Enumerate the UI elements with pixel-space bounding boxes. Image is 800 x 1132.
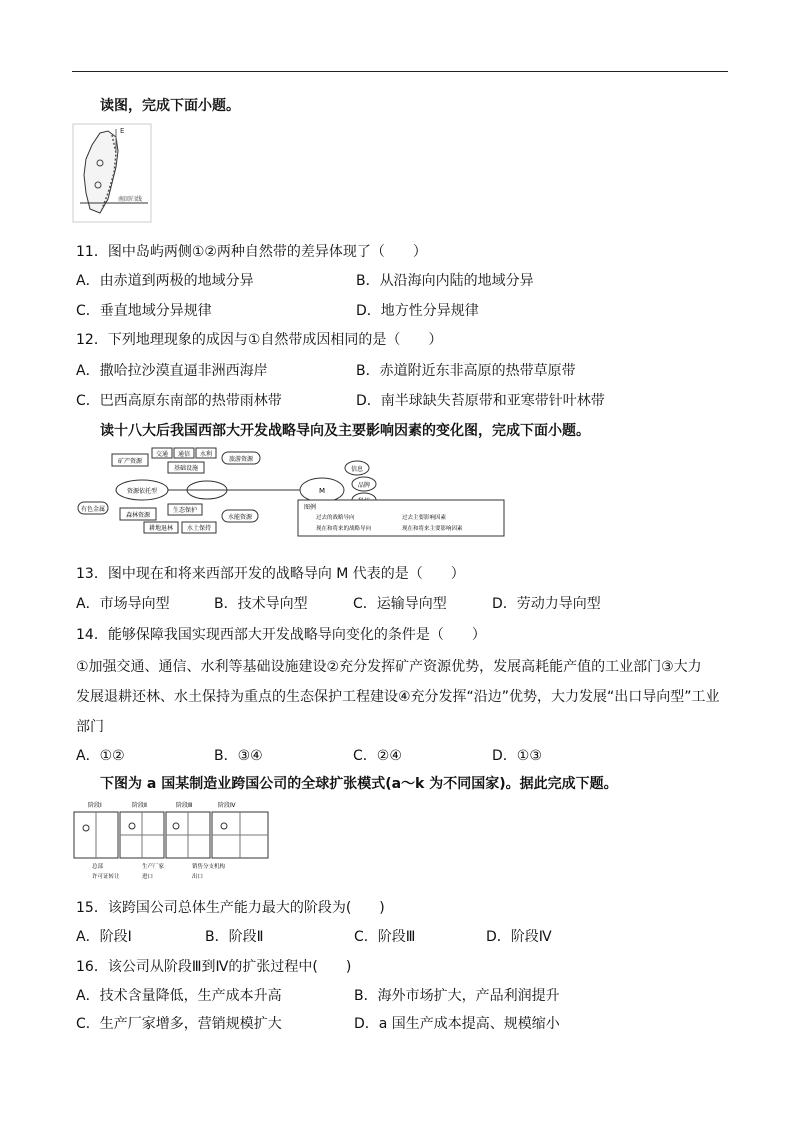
q15-option-a[interactable]: A．阶段Ⅰ <box>76 929 132 945</box>
q12-stem: 12．下列地理现象的成因与①自然带成因相同的是（ ） <box>76 332 443 348</box>
q16-stem: 16．该公司从阶段Ⅲ到Ⅳ的扩张过程中( ) <box>76 959 352 975</box>
svg-text:过去主要影响因素: 过去主要影响因素 <box>402 515 447 521</box>
svg-text:M: M <box>318 487 326 495</box>
svg-text:总部: 总部 <box>92 864 104 870</box>
svg-text:阶段Ⅰ: 阶段Ⅰ <box>88 802 102 809</box>
q15-stem: 15．该跨国公司总体生产能力最大的阶段为( ) <box>76 900 385 916</box>
svg-text:销售分支机构: 销售分支机构 <box>192 864 226 870</box>
q16-option-c[interactable]: C．生产厂家增多，营销规模扩大 <box>76 1016 282 1032</box>
section-intro-1: 读图，完成下面小题。 <box>100 98 240 114</box>
svg-text:生产厂家: 生产厂家 <box>142 864 165 870</box>
q13-options-row <box>76 594 726 614</box>
q14-option-d[interactable]: D．①③ <box>492 748 542 764</box>
q16-options-row-2 <box>76 1014 726 1034</box>
header-rule <box>72 71 728 72</box>
svg-text:阶段Ⅳ: 阶段Ⅳ <box>218 802 236 809</box>
q16-option-a[interactable]: A．技术含量降低，生产成本升高 <box>76 988 282 1004</box>
q14-option-c[interactable]: C．②④ <box>353 748 402 764</box>
q14-statement-line-2: 发展退耕还林、水土保持为重点的生态保护工程建设④充分发挥“沿边”优势，大力发展“出口导向型”工业 <box>76 689 720 705</box>
q14-statement-line-3: 部门 <box>76 719 104 735</box>
q15-option-b[interactable]: B．阶段Ⅱ <box>205 929 264 945</box>
island-map-figure <box>72 123 152 223</box>
tropic-label: 南回归线 <box>118 196 143 203</box>
svg-text:森林资源: 森林资源 <box>125 512 151 519</box>
q11-option-a[interactable]: A．由赤道到两极的地域分异 <box>76 273 254 289</box>
expansion-model-figure <box>72 798 272 884</box>
svg-text:耕地退林: 耕地退林 <box>148 525 174 532</box>
western-development-figure <box>72 446 512 542</box>
svg-text:生态保护: 生态保护 <box>172 507 198 514</box>
q12-option-a[interactable]: A．撒哈拉沙漠直逼非洲西海岸 <box>76 363 268 379</box>
q13-option-d[interactable]: D．劳动力导向型 <box>492 596 601 612</box>
q14-stem: 14．能够保障我国实现西部大开发战略导向变化的条件是（ ） <box>76 627 486 643</box>
svg-text:进口: 进口 <box>142 874 154 880</box>
svg-text:水能资源: 水能资源 <box>227 514 253 521</box>
q13-stem: 13．图中现在和将来西部开发的战略导向 M 代表的是（ ） <box>76 566 465 582</box>
q14-statement-line-1: ①加强交通、通信、水利等基础设施建设②充分发挥矿产资源优势，发展高耗能产值的工业部门③大力 <box>76 659 702 675</box>
q15-options-row <box>76 927 726 947</box>
q11-option-c[interactable]: C．垂直地域分异规律 <box>76 303 212 319</box>
q13-option-a[interactable]: A．市场导向型 <box>76 596 170 612</box>
svg-text:矿产资源: 矿产资源 <box>117 458 143 465</box>
svg-text:品牌: 品牌 <box>357 482 371 489</box>
map-lat-label: E <box>120 127 125 135</box>
q11-option-b[interactable]: B．从沿海向内陆的地域分异 <box>356 273 534 289</box>
q15-option-c[interactable]: C．阶段Ⅲ <box>354 929 416 945</box>
q15-option-d[interactable]: D．阶段Ⅳ <box>486 929 552 945</box>
svg-text:有色金属: 有色金属 <box>80 506 106 513</box>
q16-options-row-1 <box>76 986 726 1006</box>
svg-text:基础设施: 基础设施 <box>173 465 199 472</box>
svg-text:通信: 通信 <box>177 451 191 458</box>
q11-option-d[interactable]: D．地方性分异规律 <box>356 303 479 319</box>
q13-option-c[interactable]: C．运输导向型 <box>353 596 447 612</box>
svg-text:现在和将来的战略导向: 现在和将来的战略导向 <box>316 526 372 532</box>
q11-options-row-2 <box>76 301 726 321</box>
svg-text:阶段Ⅲ: 阶段Ⅲ <box>176 802 193 809</box>
svg-text:交通: 交通 <box>155 451 169 458</box>
svg-text:阶段Ⅱ: 阶段Ⅱ <box>132 802 147 809</box>
q12-options-row-2 <box>76 391 726 411</box>
q12-option-c[interactable]: C．巴西高原东南部的热带雨林带 <box>76 393 282 409</box>
q13-option-b[interactable]: B．技术导向型 <box>214 596 308 612</box>
svg-text:旅游资源: 旅游资源 <box>228 456 254 463</box>
svg-text:水土保持: 水土保持 <box>186 525 212 532</box>
q11-options-row-1 <box>76 271 726 291</box>
svg-text:图例: 图例 <box>304 504 317 511</box>
svg-text:资源依托型: 资源依托型 <box>126 488 158 495</box>
svg-text:信息: 信息 <box>350 466 364 473</box>
q11-stem: 11．图中岛屿两侧①②两种自然带的差异体现了（ ） <box>76 244 427 260</box>
q16-option-d[interactable]: D．a 国生产成本提高、规模缩小 <box>354 1016 560 1032</box>
q16-option-b[interactable]: B．海外市场扩大，产品利润提升 <box>354 988 560 1004</box>
q14-option-a[interactable]: A．①② <box>76 748 125 764</box>
svg-text:过去的战略导向: 过去的战略导向 <box>316 515 355 521</box>
section-intro-3: 下图为 a 国某制造业跨国公司的全球扩张模式(a～k 为不同国家)。据此完成下题。 <box>100 776 618 792</box>
q14-options-row <box>76 746 726 766</box>
svg-text:现在和将来主要影响因素: 现在和将来主要影响因素 <box>402 526 463 532</box>
svg-text:水利: 水利 <box>199 451 213 458</box>
section-intro-2: 读十八大后我国西部大开发战略导向及主要影响因素的变化图，完成下面小题。 <box>100 423 590 439</box>
q14-option-b[interactable]: B．③④ <box>214 748 263 764</box>
q12-options-row-1 <box>76 361 726 381</box>
svg-text:出口: 出口 <box>192 874 204 880</box>
q12-option-b[interactable]: B．赤道附近东非高原的热带草原带 <box>356 363 576 379</box>
svg-text:许可证转让: 许可证转让 <box>92 874 120 880</box>
q12-option-d[interactable]: D．南半球缺失苔原带和亚寒带针叶林带 <box>356 393 605 409</box>
